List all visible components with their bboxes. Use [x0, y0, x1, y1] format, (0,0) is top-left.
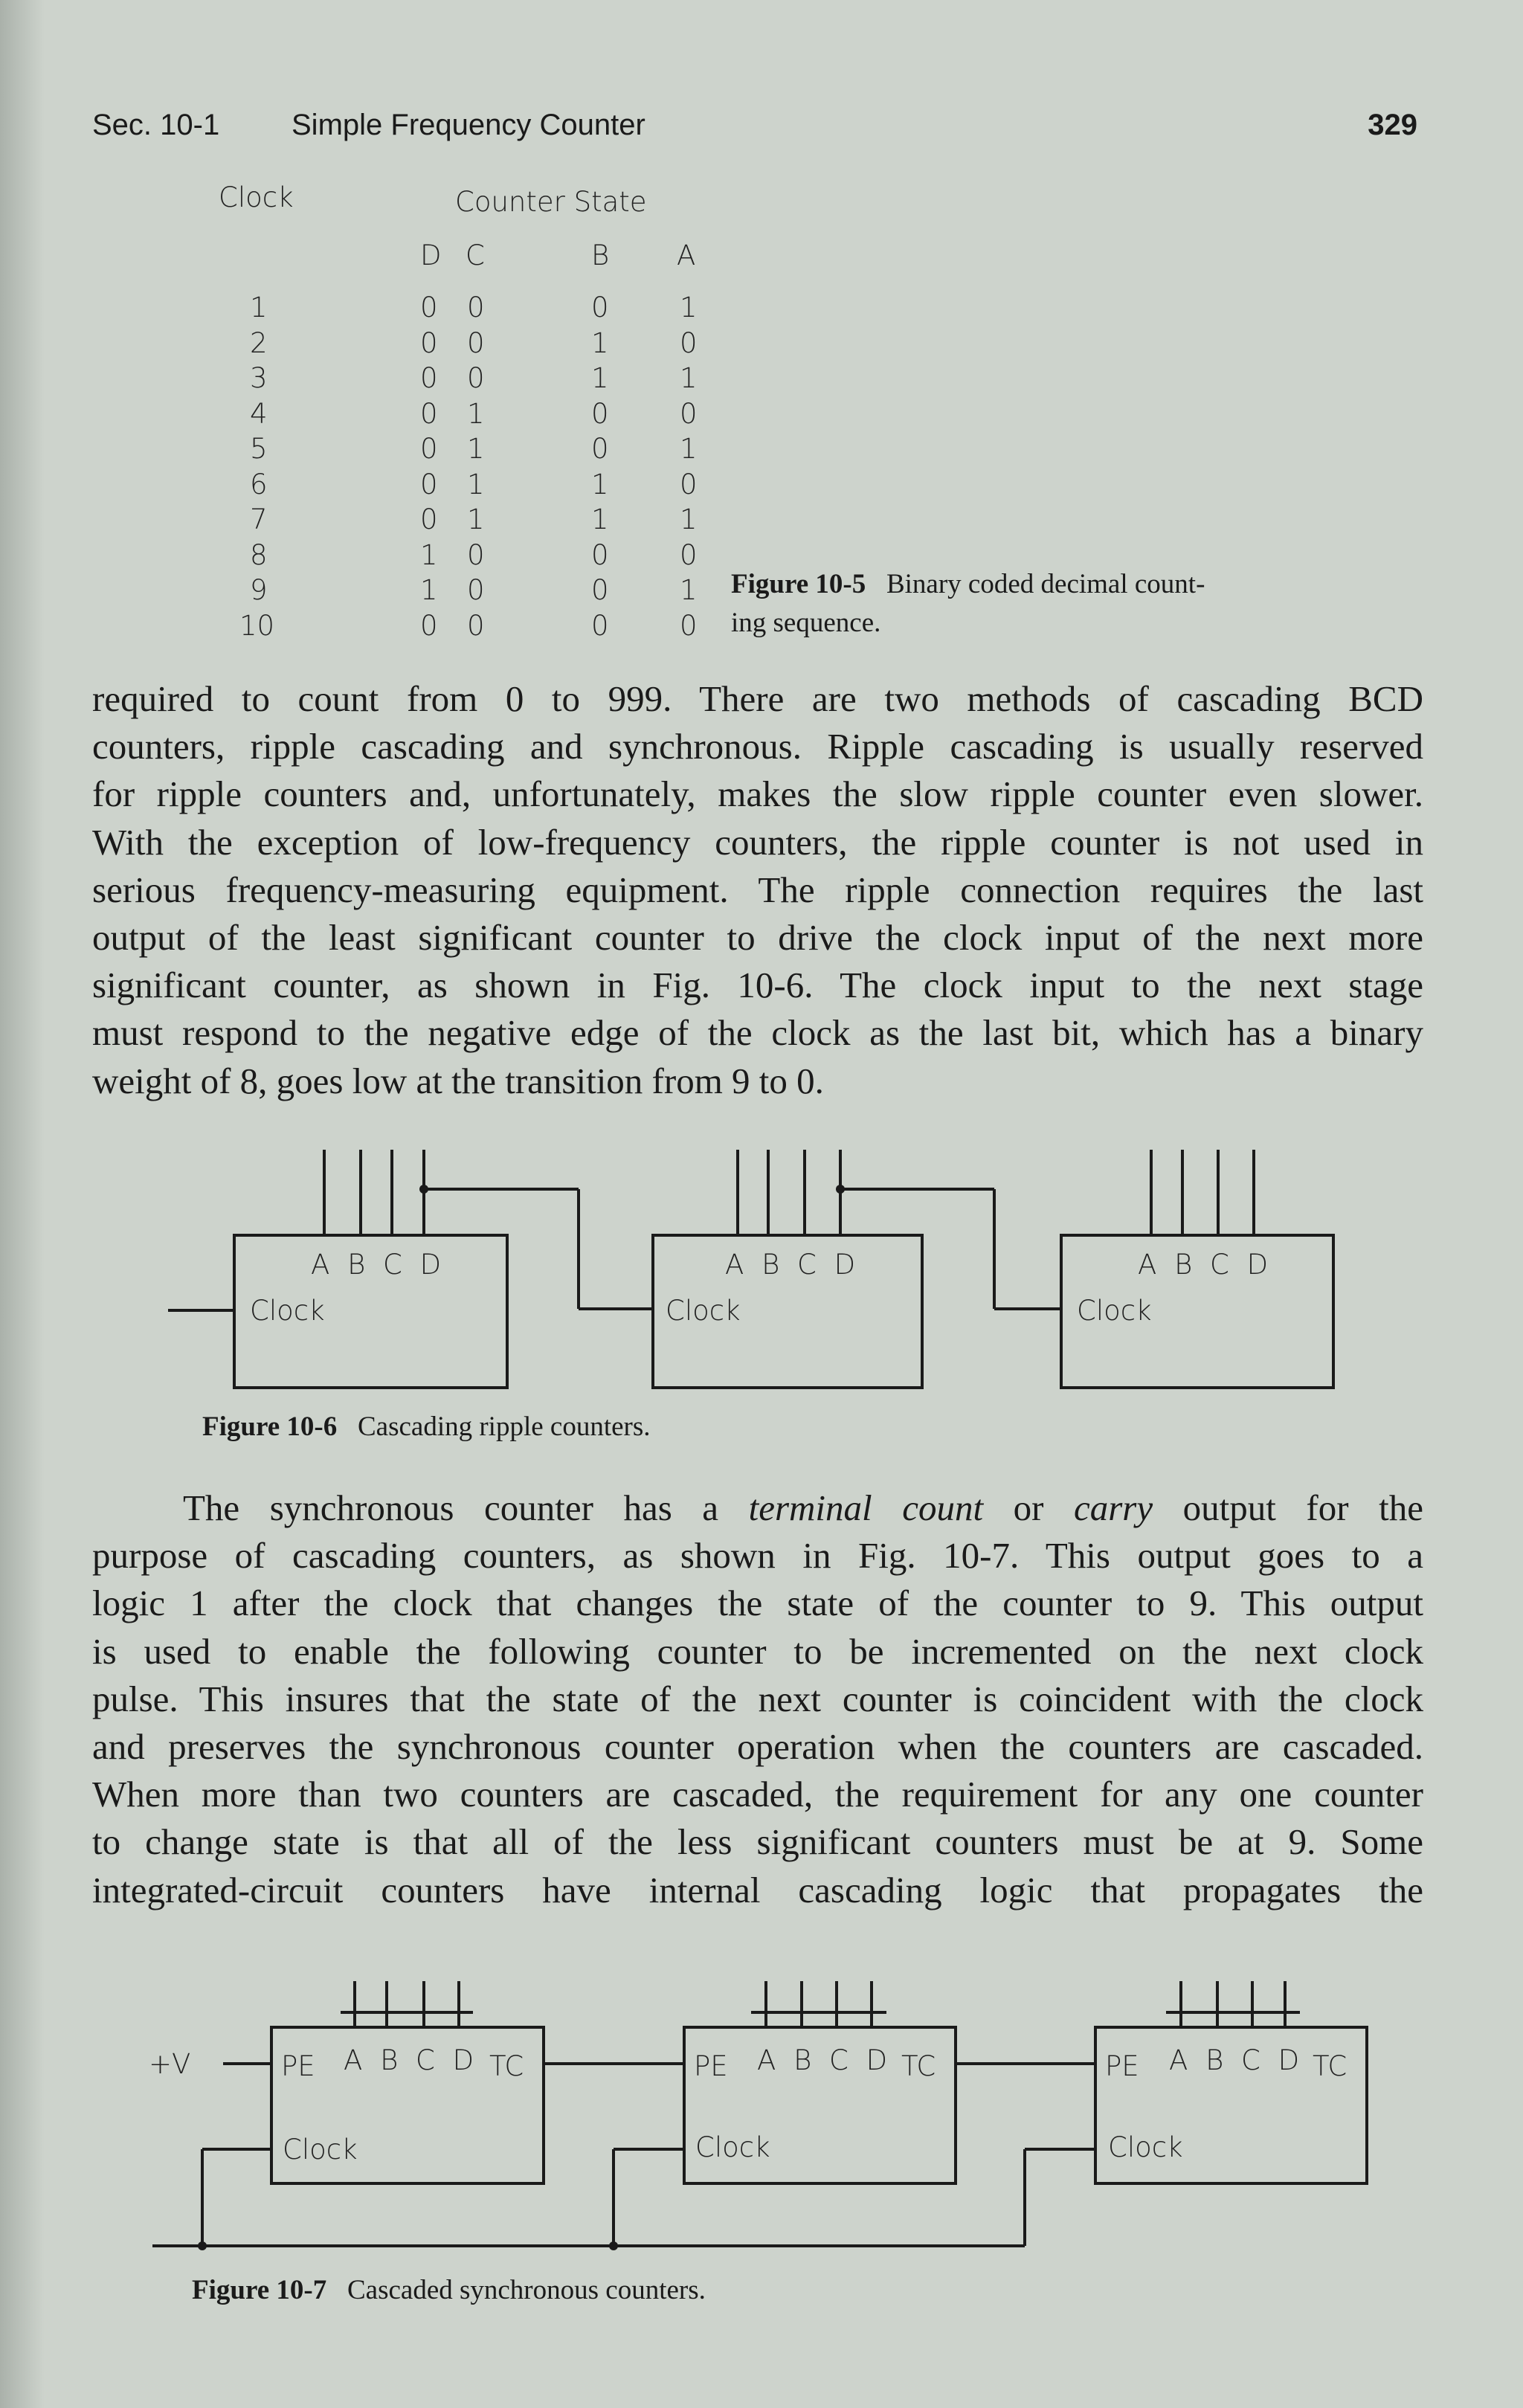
figure-label: Figure 10-6 — [202, 1411, 338, 1442]
caption-text: Cascaded synchronous counters. — [347, 2275, 706, 2305]
page-number: 329 — [1368, 109, 1417, 141]
column-header-a: A — [677, 239, 696, 271]
figure-10-7-caption — [192, 2271, 706, 2310]
figure-10-7-diagram — [0, 1963, 1523, 2261]
junction-dot — [419, 1185, 428, 1194]
section-title: Simple Frequency Counter — [292, 109, 645, 141]
clock-cell: 6 — [250, 468, 268, 500]
text-line: weight of 8, goes low at the transition from 9 to 0. — [92, 1060, 824, 1101]
clock-label: Clock — [1077, 1295, 1152, 1327]
text-line: significant counter, as shown in Fig. 10-6. The clock input to the next stage — [92, 965, 1423, 1006]
clock-column-header: Clock — [219, 181, 294, 213]
state-bit-cell: 0 — [420, 503, 438, 535]
state-bit-cell: 0 — [591, 292, 609, 323]
state-bit-cell: 0 — [591, 609, 609, 642]
tc-label: TC — [489, 2050, 524, 2082]
state-bit-cell: 0 — [591, 433, 609, 465]
state-bit-cell: 1 — [420, 538, 438, 571]
text-line: When more than two counters are cascaded, the requirement for any one counter — [92, 1774, 1423, 1815]
clock-label: Clock — [666, 1295, 741, 1327]
state-bit-cell: 0 — [467, 609, 485, 642]
text-line: With the exception of low-frequency counters, the ripple counter is not used in — [92, 821, 1423, 863]
state-bit-cell: 0 — [420, 433, 438, 465]
pin-labels: A B C D — [725, 1249, 860, 1281]
section-number: Sec. 10-1 — [92, 109, 220, 141]
supply-label: +V — [149, 2048, 191, 2080]
text-line: and preserves the synchronous counter operation when the counters are cascaded. — [92, 1726, 1423, 1768]
state-bit-cell: 0 — [467, 574, 485, 606]
state-bit-cell: 0 — [420, 609, 438, 642]
state-bit-cell: 0 — [467, 292, 485, 323]
text-line: purpose of cascading counters, as shown in Fig. 10-7. This output goes to a — [92, 1535, 1423, 1577]
clock-cell: 10 — [239, 609, 275, 642]
state-bit-cell: 1 — [680, 292, 698, 323]
figure-label: Figure 10-5 — [731, 569, 866, 599]
state-bit-cell: 0 — [591, 538, 609, 571]
clock-cell: 5 — [250, 433, 268, 465]
junction-dot — [198, 2241, 207, 2250]
text-line: integrated-circuit counters have internal cascading logic that propagates the — [92, 1869, 1423, 1910]
pin-labels: A B C D — [1138, 1249, 1273, 1281]
state-bit-cell: 1 — [467, 397, 485, 430]
state-bit-cell: 1 — [467, 468, 485, 500]
text-line: is used to enable the following counter to be incremented on the next clock — [92, 1630, 1423, 1672]
state-bit-cell: 0 — [420, 397, 438, 430]
text-line: required to count from 0 to 999. There are two methods of cascading BCD — [92, 678, 1423, 719]
pin-labels: A B C D — [344, 2044, 479, 2076]
clock-cell: 4 — [250, 397, 268, 430]
pe-label: PE — [694, 2050, 728, 2082]
clock-label: Clock — [1108, 2131, 1183, 2163]
state-bit-cell: 1 — [591, 326, 609, 359]
state-bit-cell: 0 — [467, 326, 485, 359]
state-bit-cell: 0 — [591, 574, 609, 606]
state-bit-cell: 0 — [420, 292, 438, 323]
clock-cell: 8 — [250, 538, 268, 571]
text-line: The synchronous counter has a terminal count or carry output for the — [183, 1487, 1423, 1528]
state-bit-cell: 1 — [680, 362, 698, 394]
text-line: must respond to the negative edge of the clock as the last bit, which has a binary — [92, 1012, 1423, 1054]
figure-label: Figure 10-7 — [192, 2275, 327, 2305]
clock-cell: 3 — [250, 362, 268, 394]
caption-text: ing sequence. — [731, 608, 881, 638]
state-bit-cell: 0 — [420, 326, 438, 359]
junction-dot — [836, 1185, 845, 1194]
caption-text: Binary coded decimal count- — [886, 569, 1205, 599]
caption-text: Cascading ripple counters. — [357, 1411, 651, 1442]
column-header-c: C — [466, 239, 485, 271]
state-bit-cell: 1 — [591, 468, 609, 500]
clock-label: Clock — [695, 2131, 770, 2163]
figure-10-6-caption — [202, 1408, 651, 1446]
state-bit-cell: 1 — [680, 433, 698, 465]
pin-labels: A B C D — [757, 2044, 892, 2076]
state-bit-cell: 0 — [420, 468, 438, 500]
clock-cell: 2 — [250, 326, 268, 359]
column-header-d: D — [420, 239, 442, 271]
text-line: counters, ripple cascading and synchronous. Ripple cascading is usually reserved — [92, 726, 1423, 767]
text-line: output of the least significant counter to drive the clock input of the next more — [92, 917, 1423, 959]
text-line: pulse. This insures that the state of the next counter is coincident with the clock — [92, 1678, 1423, 1719]
tc-label: TC — [901, 2050, 936, 2082]
text-line: to change state is that all of the less significant counters must be at 9. Some — [92, 1821, 1423, 1863]
figure-10-5-caption — [731, 565, 1205, 643]
pin-labels: A B C D — [1169, 2044, 1304, 2076]
state-bit-cell: 1 — [680, 503, 698, 535]
clock-label: Clock — [250, 1295, 325, 1327]
paragraph-synchronous-counter — [92, 1484, 1423, 1914]
text-line: for ripple counters and, unfortunately, makes the slow ripple counter even slower. — [92, 773, 1423, 815]
paragraph-ripple-cascading — [92, 675, 1423, 1105]
counter-state-header: Counter State — [455, 186, 647, 218]
tc-label: TC — [1313, 2050, 1347, 2082]
junction-dot — [609, 2241, 618, 2250]
column-header-b: B — [591, 239, 610, 271]
text-line: logic 1 after the clock that changes the state of the counter to 9. This output — [92, 1583, 1423, 1624]
pe-label: PE — [281, 2050, 315, 2082]
state-bit-cell: 0 — [680, 397, 698, 430]
state-bit-cell: 1 — [420, 574, 438, 606]
pin-labels: A B C D — [311, 1249, 446, 1281]
state-bit-cell: 0 — [467, 538, 485, 571]
state-bit-cell: 0 — [680, 538, 698, 571]
state-bit-cell: 1 — [467, 503, 485, 535]
state-bit-cell: 0 — [680, 609, 698, 642]
clock-label: Clock — [283, 2134, 358, 2166]
clock-cell: 7 — [250, 503, 268, 535]
clock-cell: 9 — [250, 574, 268, 606]
state-bit-cell: 0 — [467, 362, 485, 394]
running-header — [92, 104, 1417, 149]
state-bit-cell: 0 — [591, 397, 609, 430]
clock-cell: 1 — [250, 292, 268, 323]
pe-label: PE — [1105, 2050, 1139, 2082]
state-bit-cell: 0 — [680, 468, 698, 500]
state-bit-cell: 1 — [591, 362, 609, 394]
state-bit-cell: 1 — [467, 433, 485, 465]
text-line: serious frequency-measuring equipment. The ripple connection requires the last — [92, 869, 1423, 910]
state-bit-cell: 0 — [680, 326, 698, 359]
state-bit-cell: 0 — [420, 362, 438, 394]
state-bit-cell: 1 — [680, 574, 698, 606]
state-bit-cell: 1 — [591, 503, 609, 535]
